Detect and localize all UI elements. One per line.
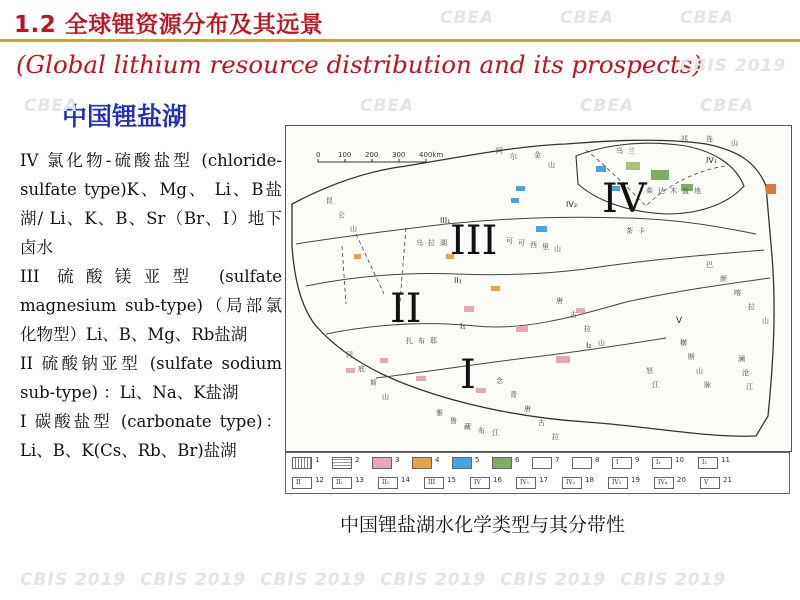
legend-swatch: [572, 457, 592, 469]
place-tang: 唐: [556, 297, 563, 305]
legend-number: 13: [355, 476, 364, 484]
place-shan-4: 山: [382, 393, 389, 401]
legend-swatch: [332, 477, 352, 489]
legend-number: 20: [677, 476, 686, 484]
place-er: 尔: [510, 153, 517, 161]
place-lun: 仑: [338, 211, 345, 219]
legend-roman: I₁: [656, 459, 661, 466]
scale-bar: [318, 159, 426, 162]
watermark-text: CBIS 2019: [500, 570, 607, 590]
legend-roman: IV₄: [658, 479, 668, 486]
place-gu: 古: [570, 311, 577, 319]
place-shan-8: 山: [554, 245, 561, 253]
legend-roman: II: [296, 479, 301, 486]
place-lu: 鲁: [450, 417, 457, 425]
legend-number: 7: [555, 456, 560, 464]
place-cang: 沧: [742, 369, 749, 377]
place-jiang-3: 江: [746, 383, 753, 391]
legend-roman: IV₂: [566, 479, 576, 486]
watermark: [580, 96, 634, 116]
paragraph-iii: III 硫酸镁亚型 (sulfate magnesium sub-type)（局部氯化物型）Li、B、Mg、Rb盐湖: [20, 267, 282, 344]
paragraph-i: I 碳酸盐型 (carbonate type)：Li、B、K(Cs、Rb、Br)盐湖: [20, 412, 282, 460]
place-nu: 怒: [646, 367, 653, 375]
watermark-text: CBEA: [360, 96, 415, 116]
place-tang-2: 唐: [524, 405, 531, 413]
small-label-iii1: III₁: [440, 216, 451, 225]
map-legend: [285, 452, 790, 494]
legend-roman: I: [616, 459, 619, 466]
small-label-ii1: II₁: [454, 276, 462, 285]
scale-tick-400: 400km: [419, 151, 444, 159]
watermark-text: CBEA: [580, 96, 635, 116]
watermark: [20, 570, 126, 590]
place-ka-2: 卡: [638, 227, 645, 235]
small-label-iv2: IV₂: [566, 200, 578, 209]
legend-swatch: [452, 457, 472, 469]
legend-number: 10: [675, 456, 684, 464]
legend-number: 15: [447, 476, 456, 484]
watermark: [360, 96, 414, 116]
legend-number: 2: [355, 456, 360, 464]
legend-number: 14: [401, 476, 410, 484]
place-bu-2: 布: [418, 337, 425, 345]
place-gu-2: 古: [538, 419, 545, 427]
scale-tick-0: 0: [316, 151, 321, 159]
place-shan-2: 山: [350, 225, 357, 233]
legend-roman: IV: [474, 479, 481, 486]
place-chai: 柴: [646, 187, 653, 195]
place-jiang-2: 江: [652, 381, 659, 389]
legend-number: 18: [585, 476, 594, 484]
place-ke-2: 可: [518, 239, 525, 247]
legend-roman: IV₁: [520, 479, 530, 486]
zone-label-iv: IV: [602, 176, 647, 222]
place-mai: 脉: [704, 381, 711, 389]
watermark-text: CBIS 2019: [620, 570, 727, 590]
watermark-text: CBIS 2019: [20, 570, 127, 590]
place-li: 里: [542, 243, 549, 251]
place-jiang: 江: [492, 429, 499, 437]
place-jin: 金: [534, 151, 541, 159]
place-di: 底: [358, 365, 365, 373]
watermark-text: CBEA: [440, 8, 495, 28]
place-ba: 巴: [706, 261, 713, 269]
map-caption: 中国锂盐湖水化学类型与其分带性: [340, 514, 626, 536]
place-bu: 布: [478, 427, 485, 435]
small-label-v: V: [676, 316, 683, 326]
paragraph-ii: II 硫酸钠亚型 (sulfate sodium sub-type) ：Li、Na、K盐湖: [20, 354, 282, 402]
legend-swatch: [470, 477, 490, 489]
legend-number: 3: [395, 456, 400, 464]
legend-swatch: [652, 457, 672, 469]
watermark: [140, 570, 246, 590]
place-yan: 颜: [720, 275, 727, 283]
legend-roman: V: [704, 479, 709, 486]
place-la: 拉: [748, 303, 755, 311]
watermark: [560, 8, 614, 28]
place-wu-2: 乌: [416, 239, 423, 247]
place-da: 达: [658, 187, 665, 195]
legend-swatch: [332, 457, 352, 469]
legend-swatch: [412, 457, 432, 469]
watermark-text: CBEA: [24, 96, 79, 116]
zone-boundary-1: [296, 217, 756, 244]
paragraph-iv: IV 氯化物-硫酸盐型 (chloride-sulfate type)K、Mg、 Li、B盐湖/ Li、K、B、Sr（Br、I）地下卤水: [20, 151, 282, 257]
watermark: [700, 96, 754, 116]
place-hu: 湖: [440, 239, 447, 247]
place-shan: 山: [731, 139, 738, 147]
watermark-text: CBIS 2019: [380, 570, 487, 590]
place-zha: 扎: [406, 337, 413, 345]
place-mu: 木: [670, 187, 677, 195]
legend-number: 5: [475, 456, 480, 464]
zone-boundary-2: [306, 250, 764, 286]
place-shan-3: 山: [762, 317, 769, 325]
place-pen: 盆: [682, 187, 689, 195]
legend-swatch: [612, 457, 632, 469]
place-a: 阿: [496, 147, 503, 155]
legend-swatch: [562, 477, 582, 489]
legend-number: 4: [435, 456, 440, 464]
place-zang: 藏: [464, 423, 471, 431]
place-la-3: 拉: [552, 433, 559, 441]
legend-swatch: [516, 477, 536, 489]
legend-number: 6: [515, 456, 520, 464]
legend-swatch: [654, 477, 674, 489]
legend-swatch: [292, 477, 312, 489]
place-ke: 可: [506, 237, 513, 245]
place-ka: 喀: [734, 289, 741, 297]
place-di-2: 地: [694, 187, 701, 195]
place-kun: 昆: [326, 197, 333, 205]
legend-number: 19: [631, 476, 640, 484]
small-label-i2: I₂: [586, 341, 592, 350]
watermark-text: CBIS 2019: [260, 570, 367, 590]
place-qi: 祁: [681, 135, 688, 143]
legend-swatch: [698, 457, 718, 469]
legend-swatch: [292, 457, 312, 469]
legend-swatch: [372, 457, 392, 469]
scale-tick-200: 200: [365, 151, 379, 159]
legend-number: 21: [723, 476, 732, 484]
place-la-2: 拉: [584, 325, 591, 333]
watermark-text: CBIS 2019: [140, 570, 247, 590]
watermark-text: CBEA: [680, 8, 735, 28]
scale-tick-100: 100: [338, 151, 352, 159]
place-cha: 茶: [626, 227, 633, 235]
legend-swatch: [378, 477, 398, 489]
small-label-i1: I₁: [460, 322, 466, 331]
legend-number: 9: [635, 456, 640, 464]
legend-swatch: [608, 477, 628, 489]
place-duan: 断: [688, 353, 695, 361]
zone-label-iii: III: [450, 218, 498, 264]
legend-number: 12: [315, 476, 324, 484]
section-heading: 中国锂盐湖: [62, 102, 188, 131]
place-si: 斯: [370, 379, 377, 387]
place-xi: 西: [530, 241, 537, 249]
place-shan-5: 山: [598, 339, 605, 347]
legend-roman: II₂: [382, 479, 390, 486]
legend-number: 17: [539, 476, 548, 484]
watermark: [260, 570, 366, 590]
lake-patches: [346, 162, 776, 393]
legend-roman: I₂: [702, 459, 707, 466]
place-qing: 青: [510, 391, 517, 399]
watermark-text: CBEA: [560, 8, 615, 28]
watermark: [380, 570, 486, 590]
slide-title-cn: 1.2 全球锂资源分布及其远景: [14, 12, 324, 38]
place-nian: 念: [496, 377, 503, 385]
place-lan-2: 兰: [628, 147, 635, 155]
scale-tick-300: 300: [392, 151, 406, 159]
place-shan-7: 山: [548, 161, 555, 169]
place-shan-6: 山: [696, 367, 703, 375]
lithium-lake-map: [285, 125, 792, 452]
legend-number: 8: [595, 456, 600, 464]
legend-swatch: [532, 457, 552, 469]
place-lian: 连: [706, 135, 713, 143]
place-lan: 澜: [738, 355, 745, 363]
watermark-text: CBEA: [700, 96, 755, 116]
watermark: [680, 8, 734, 28]
legend-swatch: [424, 477, 444, 489]
title-divider: [0, 39, 800, 42]
legend-roman: II₁: [336, 479, 344, 486]
small-label-iv1: IV₁: [706, 156, 718, 165]
legend-swatch: [700, 477, 720, 489]
legend-number: 11: [721, 456, 730, 464]
legend-roman: III: [428, 479, 436, 486]
watermark: [500, 570, 606, 590]
watermark-text: CBIS 2019: [680, 56, 787, 76]
slide-title-en: (Global lithium resource distribution and its prospects): [16, 50, 703, 79]
legend-swatch: [492, 457, 512, 469]
map-drawing: [286, 126, 791, 451]
place-heng: 横: [680, 339, 687, 347]
watermark: [440, 8, 494, 28]
zone-label-ii: II: [390, 286, 422, 332]
place-la-4: 拉: [428, 239, 435, 247]
place-ya: 雅: [436, 409, 443, 417]
legend-roman: IV₃: [612, 479, 622, 486]
place-wu: 乌: [616, 147, 623, 155]
place-ye: 耶: [430, 337, 437, 345]
zone-label-i: I: [460, 352, 476, 398]
classification-text: [20, 146, 282, 465]
legend-number: 16: [493, 476, 502, 484]
place-gang: 冈: [346, 351, 353, 359]
legend-number: 1: [315, 456, 320, 464]
watermark: [620, 570, 726, 590]
